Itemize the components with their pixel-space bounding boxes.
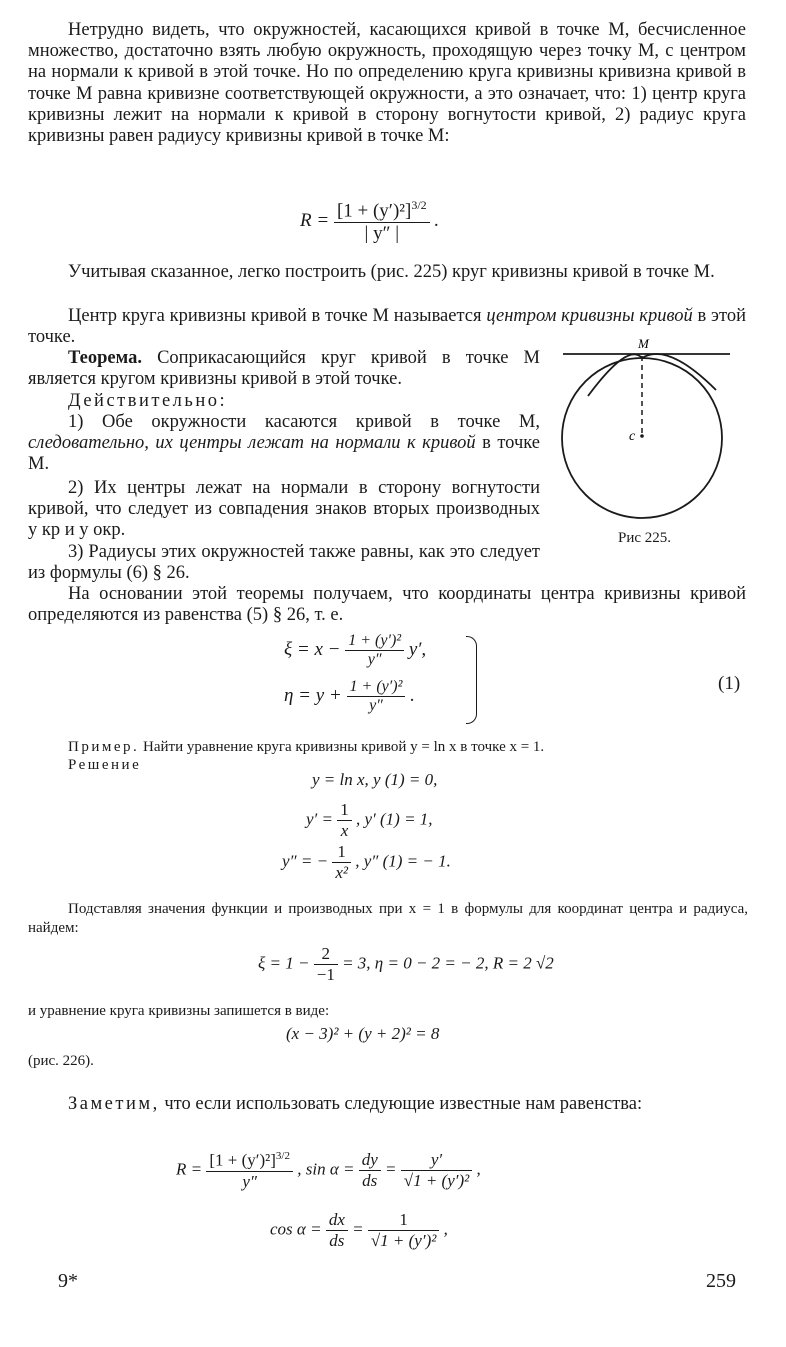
theorem: Теорема. Соприкасающийся круг кривой в точке М является кругом кривизны кривой в этой точке.: [28, 348, 540, 390]
paragraph-2: Учитывая сказанное, легко построить (рис. 225) круг кривизны кривой в точке М.: [68, 262, 715, 282]
center-values: ξ = 1 − $\frac{2}{-1}$ = 3, η = 0 − 2 = − 2, R = 2 √2: [258, 944, 554, 984]
final-formulas-line-1: R = $\frac{[1 + (y')^2]^{3/2}}{y''}$ , sin α = $\frac{dy}{ds}$ = $\frac{y'}{\text{√1 + (y′)²}}$ ,: [176, 1150, 481, 1191]
paragraph-4: На основании этой теоремы получаем, что координаты центра кривизны кривой определяются из равенства (5) § 26, т. е.: [28, 584, 746, 626]
formula-radius-exponent: 3/2: [411, 198, 427, 212]
deriv-line-2: y′ = $\frac{1}{x}$ , y′ (1) = 1,: [306, 800, 433, 840]
formula-radius-denominator: | y″ |: [364, 223, 400, 245]
figure-226-ref: (рис. 226).: [28, 1053, 94, 1069]
theorem-label: Теорема.: [68, 348, 142, 368]
deriv-line-1: y = ln x, y (1) = 0,: [312, 770, 438, 789]
paragraph-3: Центр круга кривизны кривой в точке М называется центром кривизны кривой в этой точке.: [28, 306, 746, 348]
center-point: [640, 434, 644, 438]
deriv-line-3: y″ = − $\frac{1}{\text{x²}}$ , y″ (1) = − 1.: [282, 842, 451, 882]
curve: [588, 354, 716, 396]
proof-item-1: 1) Обе окружности касаются кривой в точке М, следовательно, их центры лежат на нормали к кривой в точке М.: [28, 412, 540, 475]
formula-radius: R = $\frac{[1 + (y')^2]^{3/2}}{| y'' |}$ .: [300, 198, 440, 245]
point-m-label: M: [638, 336, 649, 351]
proof-item-3: 3) Радиусы этих окружностей также равны, как это следует из формулы (6) § 26.: [28, 542, 540, 584]
figure-225: [558, 334, 738, 534]
system-eta: η = y + $\frac{\text{1 + (y′)²}}{y''}$ .: [284, 678, 415, 714]
formula-radius-numerator: $[1 + (y')^2]^{3/2}$: [334, 198, 430, 223]
proof-item-2: 2) Их центры лежат на нормали в сторону вогнутости кривой, что следует из совпадения знаков вторых производных y кр и y окр.: [28, 478, 540, 541]
example: Пример. Найти уравнение круга кривизны кривой y = ln x в точке x = 1.: [68, 739, 545, 755]
final-formulas-line-2: cos α = $\frac{dx}{ds}$ = $\frac{1}{\text{√1 + (y′)²}}$ ,: [270, 1210, 448, 1250]
circle-equation: (x − 3)² + (y + 2)² = 8: [286, 1024, 440, 1043]
signature-mark: 9*: [58, 1270, 78, 1292]
solution-label: Решение: [68, 757, 142, 773]
substitution-text: Подставляя значения функции и производных при x = 1 в формулы для координат центра и радиуса, найдем:: [28, 901, 748, 936]
center-c-label: c: [629, 429, 636, 444]
note-paragraph: Заметим, что если использовать следующие известные нам равенства:: [68, 1094, 643, 1114]
circle-equation-text: и уравнение круга кривизны запишется в виде:: [28, 1003, 330, 1019]
term-center-of-curvature: центром кривизны кривой: [486, 306, 693, 326]
proof-label: Действительно:: [68, 391, 228, 411]
system-xi: ξ = x − $\frac{\text{1 + (y′)²}}{y''}$ y′,: [284, 632, 427, 668]
equation-label-1: (1): [718, 673, 741, 694]
paragraph-1: Нетрудно видеть, что окружностей, касающихся кривой в точке М, бесчисленное множество, достаточно взять любую окружность, проходящую через точку М, с центром на нормали к кривой в этой точке. Но по определению круга кривизны кривизна кривой в точке М равна кривизне соответствующей окружности, а это означает, что: 1) центр круга кривизны лежит на нормали к кривой в сторону вогнутости кривой, 2) радиус круга кривизны равен радиусу кривизны кривой в точке М:: [28, 20, 746, 147]
formula-radius-lhs: R =: [300, 210, 330, 232]
osculating-circle: [562, 358, 722, 518]
figure-225-caption: Рис 225.: [618, 530, 672, 546]
page-number: 259: [706, 1270, 736, 1292]
system-brace: [466, 636, 477, 724]
